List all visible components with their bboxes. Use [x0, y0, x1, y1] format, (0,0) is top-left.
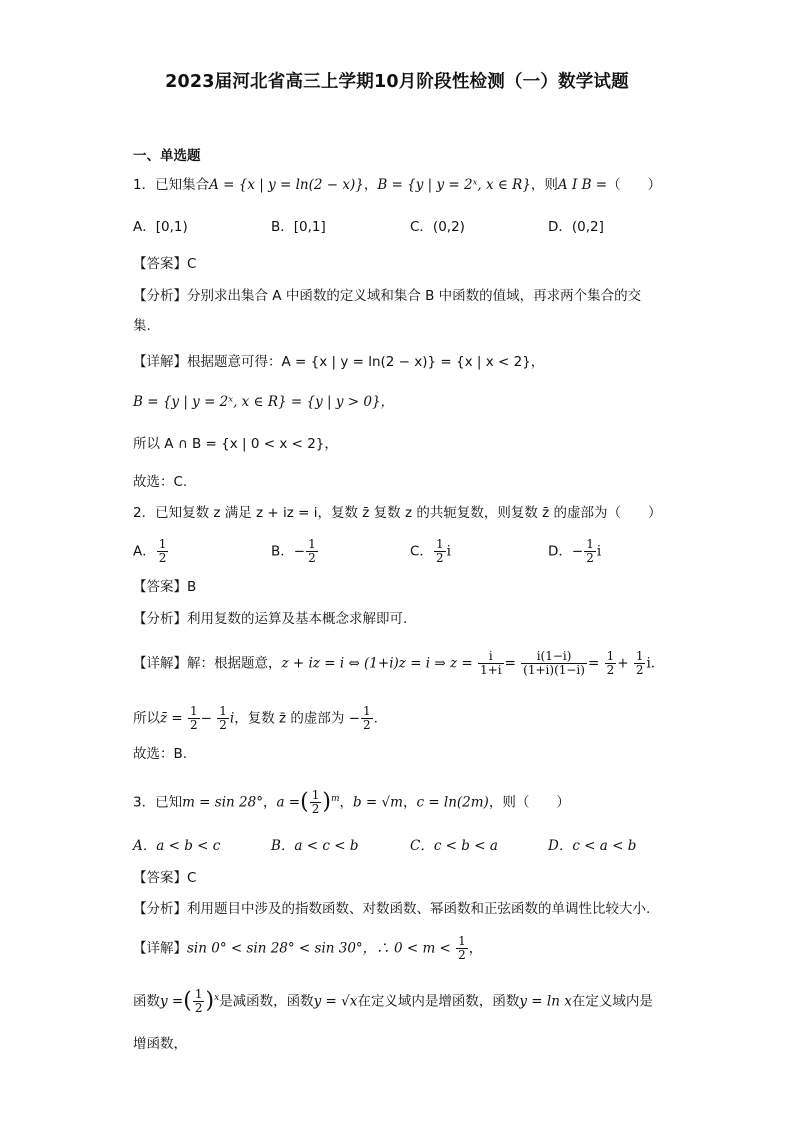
q2-choose: 故选：B.	[133, 746, 188, 762]
q2-option-c-frac: $\frac{1}{2}$	[435, 537, 444, 565]
q3-a-frac: $\frac{1}{2}$	[311, 788, 320, 816]
q2-option-d-label: D．−	[548, 543, 584, 560]
q2-option-a	[133, 538, 169, 565]
q3-analysis-text: 利用题目中涉及的指数函数、对数函数、幂函数和正弦函数的单调性比较大小.	[187, 901, 651, 917]
q3-fn-ln: y = ln x	[519, 993, 572, 1010]
q1-detail-line1: 根据题意可得：A = {x | y = ln(2 − x)} = {x | x < 2}，	[187, 354, 545, 370]
q3-detail-end: ，	[468, 940, 483, 957]
q1-choose: 故选：C.	[133, 474, 188, 490]
q1-paren: （ ）	[607, 177, 662, 193]
q1-detail-tag: 【详解】	[133, 354, 187, 370]
q2-stem: 2．已知复数 z 满足 z + iz = i，复数 z̄ 复数 z 的共轭复数，则复数 z̄ 的虚部为（ ）	[133, 505, 662, 521]
q1-analysis-text: 分别求出集合 A 中函数的定义域和集合 B 中函数的值域，再求两个集合的交	[187, 288, 642, 304]
q3-a-eq: a =	[276, 794, 301, 811]
page-title: 2023届河北省高三上学期10月阶段性检测（一）数学试题	[165, 72, 629, 92]
q1-option-d: D．(0,2]	[548, 219, 604, 235]
q3-fn-mid3: 在定义域内是	[571, 993, 653, 1010]
q1-expr: A I B =	[557, 177, 608, 193]
q3-option-d: D．c < a < b	[548, 838, 637, 854]
q3-fn-y: y =	[160, 993, 184, 1010]
q1-stem-mid: ，则	[530, 177, 558, 193]
q1-answer-value: C	[187, 256, 197, 272]
q2-plus: +	[617, 655, 629, 672]
q2-analysis-tag: 【分析】	[133, 611, 187, 627]
q3-answer-value: C	[187, 870, 197, 886]
q1-option-a: A．[0,1)	[133, 219, 188, 235]
q2-detail	[133, 650, 655, 677]
q2-frac-4: $\frac{1}{2}$	[635, 649, 644, 677]
q2-option-c	[410, 538, 451, 565]
q2-option-d	[548, 538, 601, 565]
q1-analysis	[133, 286, 641, 306]
q2-eq-1: =	[504, 655, 516, 672]
q3-b-eq: b = √m	[352, 794, 403, 811]
q3-detail-line1: sin 0° < sin 28° < sin 30°，∴ 0 < m <	[187, 940, 451, 957]
q3-analysis	[133, 899, 650, 919]
q3-stem-end: ，则（ ）	[488, 794, 570, 811]
q2-detail-lead: 解：根据题意，	[187, 655, 282, 672]
q2-option-a-label: A．	[133, 543, 156, 560]
q2-so-frac-1: $\frac{1}{2}$	[190, 704, 198, 732]
q3-answer	[133, 868, 196, 888]
q2-so-i: i	[229, 710, 235, 727]
q3-a-exp: m	[330, 794, 340, 804]
q2-analysis	[133, 609, 407, 629]
q2-answer-value: B	[187, 579, 197, 595]
q2-option-b-label: B．−	[271, 543, 306, 560]
q3-fn-mid2: 在定义域内是增函数，函数	[357, 993, 520, 1010]
q2-so-eq: z̄ =	[160, 710, 183, 727]
q3-detail-frac: $\frac{1}{2}$	[458, 934, 466, 962]
q2-answer	[133, 577, 196, 597]
q3-stem-lead: 3．已知	[133, 794, 183, 811]
q3-fn-line	[133, 988, 653, 1015]
q2-so-minus: −	[200, 710, 212, 727]
q1-answer	[133, 254, 196, 274]
q2-answer-tag: 【答案】	[133, 579, 187, 595]
q3-option-b: B．a < c < b	[271, 838, 359, 854]
q2-tail-i: i.	[646, 655, 656, 672]
q2-option-b-frac: $\frac{1}{2}$	[308, 537, 316, 565]
q2-so-mid: ，复数 z̄ 的虚部为 −	[234, 710, 361, 727]
q3-c-eq: c = ln(2m)	[416, 794, 489, 811]
q2-option-b	[271, 538, 319, 565]
q2-option-c-label: C．	[410, 543, 433, 560]
q2-so-frac-3: $\frac{1}{2}$	[363, 704, 371, 732]
q3-fn-exp: x	[214, 993, 220, 1003]
q2-analysis-text: 利用复数的运算及基本概念求解即可.	[187, 611, 408, 627]
q3-option-a: A．a < b < c	[133, 838, 221, 854]
q3-comma-1: ，	[262, 794, 277, 811]
q1-set-a: A = {x | y = ln(2 − x)}	[209, 177, 364, 193]
section-heading: 一、单选题	[133, 148, 201, 164]
q2-frac-1: $\frac{i}{1+i}$	[480, 649, 502, 677]
q3-fn-mid1: 是减函数，函数	[219, 993, 314, 1010]
q3-fn-lead: 函数	[133, 993, 160, 1010]
q2-option-d-i: i	[596, 543, 602, 560]
q3-a-paren-close: )	[322, 789, 331, 815]
q2-detail-eq: z + iz = i ⇔ (1+i)z = i ⇒ z =	[281, 655, 473, 672]
q3-comma-3: ，	[402, 794, 417, 811]
q1-analysis-cont: 集.	[133, 318, 151, 334]
q3-analysis-tag: 【分析】	[133, 901, 187, 917]
q2-option-d-frac: $\frac{1}{2}$	[586, 537, 594, 565]
q1-detail	[133, 352, 544, 372]
q1-detail-line2: B = {y | y = 2ˣ, x ∈ R} = {y | y > 0}，	[133, 394, 395, 410]
q1-set-b: B = {y | y = 2ˣ, x ∈ R}	[377, 177, 531, 193]
q2-eq-2: =	[587, 655, 600, 672]
q3-stem	[133, 789, 570, 816]
q3-a-paren-open: (	[300, 789, 309, 815]
q3-fn-paren-close: )	[205, 988, 215, 1014]
q3-detail-tag: 【详解】	[133, 940, 187, 957]
q2-detail-tag: 【详解】	[133, 655, 187, 672]
q1-stem	[133, 175, 661, 195]
q3-answer-tag: 【答案】	[133, 870, 187, 886]
q3-comma-2: ，	[339, 794, 353, 811]
q1-detail-line3: 所以 A ∩ B = {x | 0 < x < 2}，	[133, 436, 338, 452]
q2-so	[133, 705, 378, 732]
q2-option-c-i: i	[446, 543, 451, 560]
q2-frac-2: $\frac{i(1-i)}{(1+i)(1-i)}$	[523, 649, 585, 677]
q1-sep: ，	[363, 177, 378, 193]
q1-option-c: C．(0,2)	[410, 219, 465, 235]
q3-m-def: m = sin 28°	[182, 794, 263, 811]
q2-frac-3: $\frac{1}{2}$	[606, 649, 615, 677]
q1-option-b: B．[0,1]	[271, 219, 326, 235]
q3-option-c: C．c < b < a	[410, 838, 498, 854]
q3-fn-sqrt: y = √x	[313, 993, 358, 1010]
q1-stem-lead: 1．已知集合	[133, 177, 210, 193]
q1-analysis-tag: 【分析】	[133, 288, 187, 304]
q2-so-period: .	[373, 710, 378, 727]
q1-answer-tag: 【答案】	[133, 256, 187, 272]
q3-fn-last: 增函数，	[133, 1036, 187, 1052]
q2-so-frac-2: $\frac{1}{2}$	[219, 704, 227, 732]
q2-option-a-frac: $\frac{1}{2}$	[158, 537, 167, 565]
q3-detail	[133, 935, 482, 962]
q3-fn-paren-open: (	[183, 988, 192, 1014]
q3-fn-frac: $\frac{1}{2}$	[194, 987, 203, 1015]
q2-so-lead: 所以	[133, 710, 160, 727]
